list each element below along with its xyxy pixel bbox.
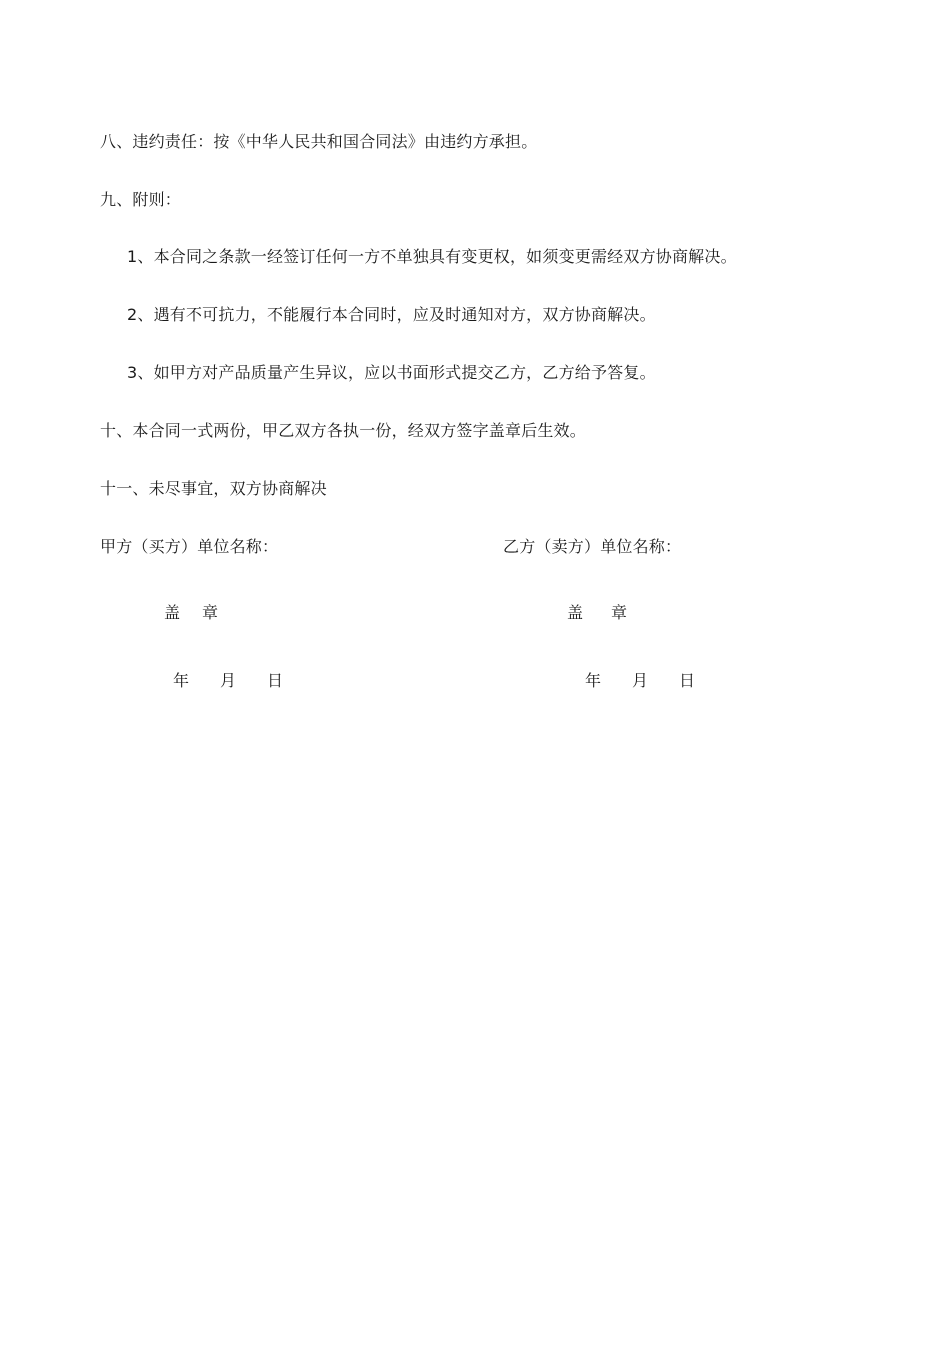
- date-year: 年: [173, 671, 190, 690]
- clause-misc: 十一、未尽事宜，双方协商解决: [100, 479, 327, 498]
- party-a-seal-line: [164, 602, 218, 624]
- appendix-item: 1、本合同之条款一经签订任何一方不单独具有变更权，如须变更需经双方协商解决。: [127, 247, 737, 266]
- date-month: 月: [632, 671, 649, 690]
- clause-breach: 八、违约责任：按《中华人民共和国合同法》由违约方承担。: [100, 132, 538, 151]
- clause-appendix-title: 九、附则：: [100, 190, 182, 209]
- appendix-item: 3、如甲方对产品质量产生异议，应以书面形式提交乙方，乙方给予答复。: [127, 363, 656, 382]
- party-a-date-line: [173, 670, 283, 692]
- party-b-date-line: [585, 670, 695, 692]
- date-day: 日: [679, 671, 696, 690]
- date-day: 日: [267, 671, 284, 690]
- date-month: 月: [220, 671, 237, 690]
- seal-char: 盖: [567, 603, 584, 622]
- clause-copies: 十、本合同一式两份，甲乙双方各执一份，经双方签字盖章后生效。: [100, 421, 587, 440]
- party-b-unit-label: 乙方（卖方）单位名称：: [503, 537, 682, 556]
- appendix-item: 2、遇有不可抗力，不能履行本合同时，应及时通知对方，双方协商解决。: [127, 305, 656, 324]
- seal-char: 章: [611, 603, 628, 622]
- seal-char: 盖: [164, 603, 181, 622]
- party-a-unit-label: 甲方（买方）单位名称：: [100, 537, 279, 556]
- date-year: 年: [585, 671, 602, 690]
- seal-char: 章: [202, 603, 219, 622]
- party-b-seal-line: [567, 602, 627, 624]
